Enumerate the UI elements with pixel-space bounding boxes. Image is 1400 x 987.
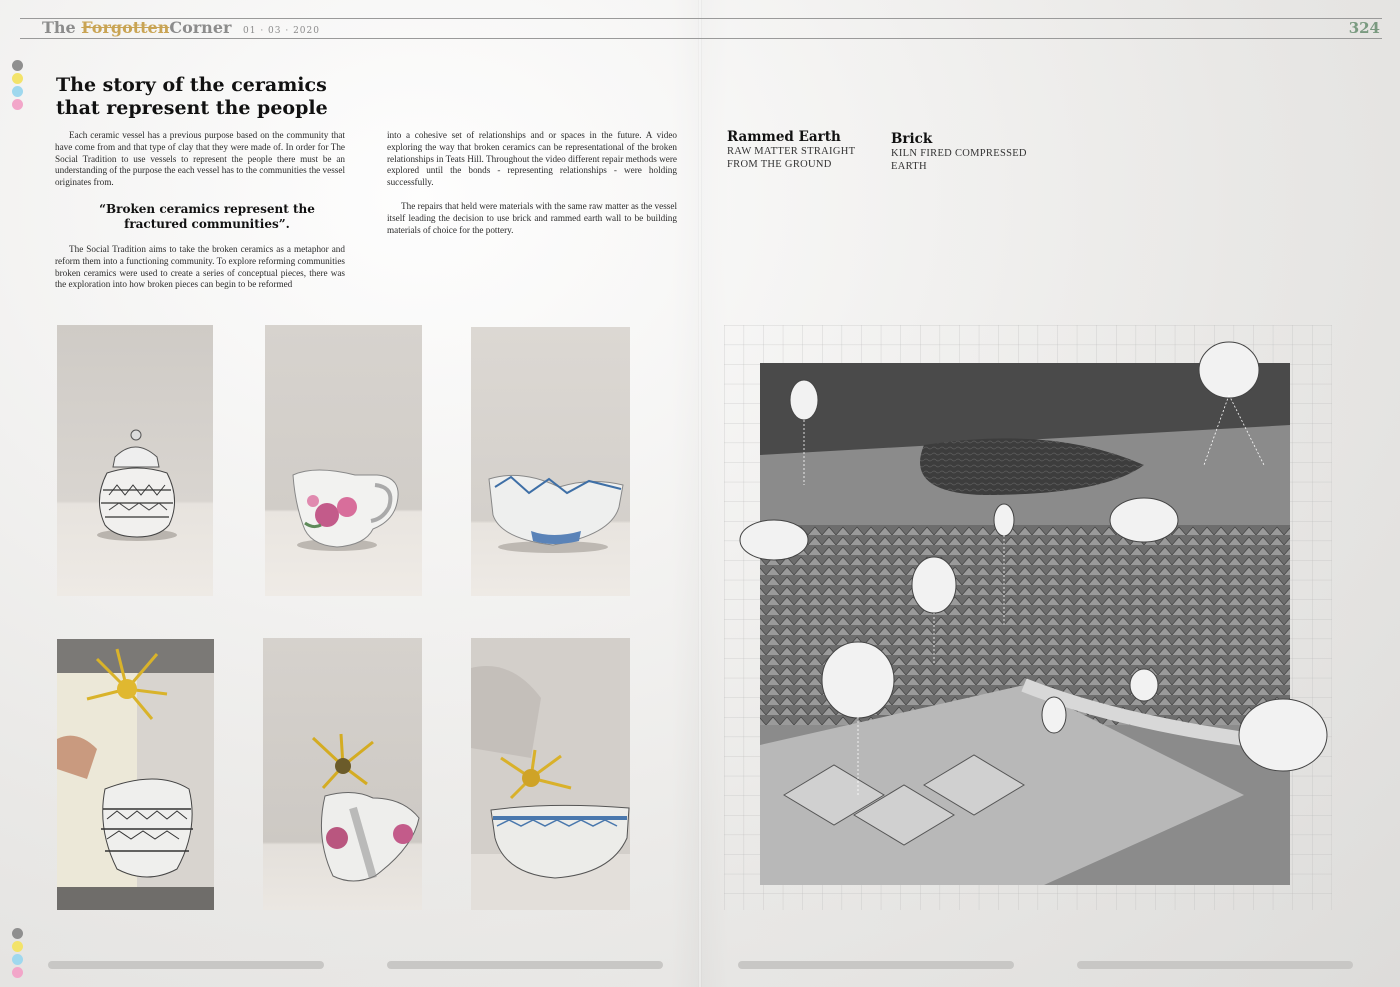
page-fold [698, 0, 702, 987]
page-number: 324 [1348, 19, 1380, 37]
photo-broken-bowl [471, 327, 630, 596]
masthead-date: 01 · 03 · 2020 [243, 26, 320, 36]
article-paragraph-3: into a cohesive set of relationships and or spaces in the future. A video exploring the way that broken ceramics can be representational of the broken relationships in Teats Hill. Throughout the video different repair methods were explored until the bonds - representing relationships - were holding successfully. [387, 130, 677, 188]
header-rule-bottom [20, 38, 1382, 39]
material-title-brick: Brick [891, 131, 933, 147]
masthead [42, 18, 320, 37]
article-paragraph-1: Each ceramic vessel has a previous purpose based on the community that have come from and that type of clay that they were made of. In order for The Social Tradition to use vessels to represent the people there must be an understanding of the purpose the each vessel has to the communities the vessel originates from. [55, 130, 345, 188]
article-title: The story of the ceramics that represent the people [56, 74, 328, 119]
photo-rose-jug [265, 325, 422, 596]
footer-bar-1 [48, 961, 324, 969]
material-desc-rammed-earth: RAW MATTER STRAIGHT FROM THE GROUND [727, 146, 856, 170]
masthead-the: The [42, 18, 76, 37]
photo-vase-flowers-1 [57, 639, 214, 910]
masthead-struck-word: Forgotten [81, 18, 170, 37]
material-desc-brick: KILN FIRED COMPRESSED EARTH [891, 148, 1027, 172]
article-paragraph-2: The Social Tradition aims to take the broken ceramics as a metaphor and reform them into a functioning community. To explore reforming communities broken ceramics were used to create a series of conceptual pieces, there was the exploration into how broken pieces can begin to be reformed [55, 244, 345, 290]
material-title-rammed-earth: Rammed Earth [727, 129, 841, 145]
photo-ginger-jar [57, 325, 213, 596]
footer-bar-4 [1077, 961, 1353, 969]
article-paragraph-4: The repairs that held were materials with the same raw matter as the vessel itself leading the decision to use brick and rammed earth wall to be building materials of choice for the pottery. [387, 201, 677, 235]
footer-bar-2 [387, 961, 663, 969]
masthead-corner: Corner [169, 18, 232, 37]
registration-dots-icon [12, 60, 24, 112]
footer-bar-3 [738, 961, 1014, 969]
photo-bowl-flowers [471, 638, 630, 910]
collage-map-illustration [724, 325, 1332, 910]
pull-quote: “Broken ceramics represent the fractured communities”. [99, 202, 315, 231]
photo-vase-flowers-2 [263, 638, 422, 910]
registration-dots-icon [12, 928, 24, 980]
